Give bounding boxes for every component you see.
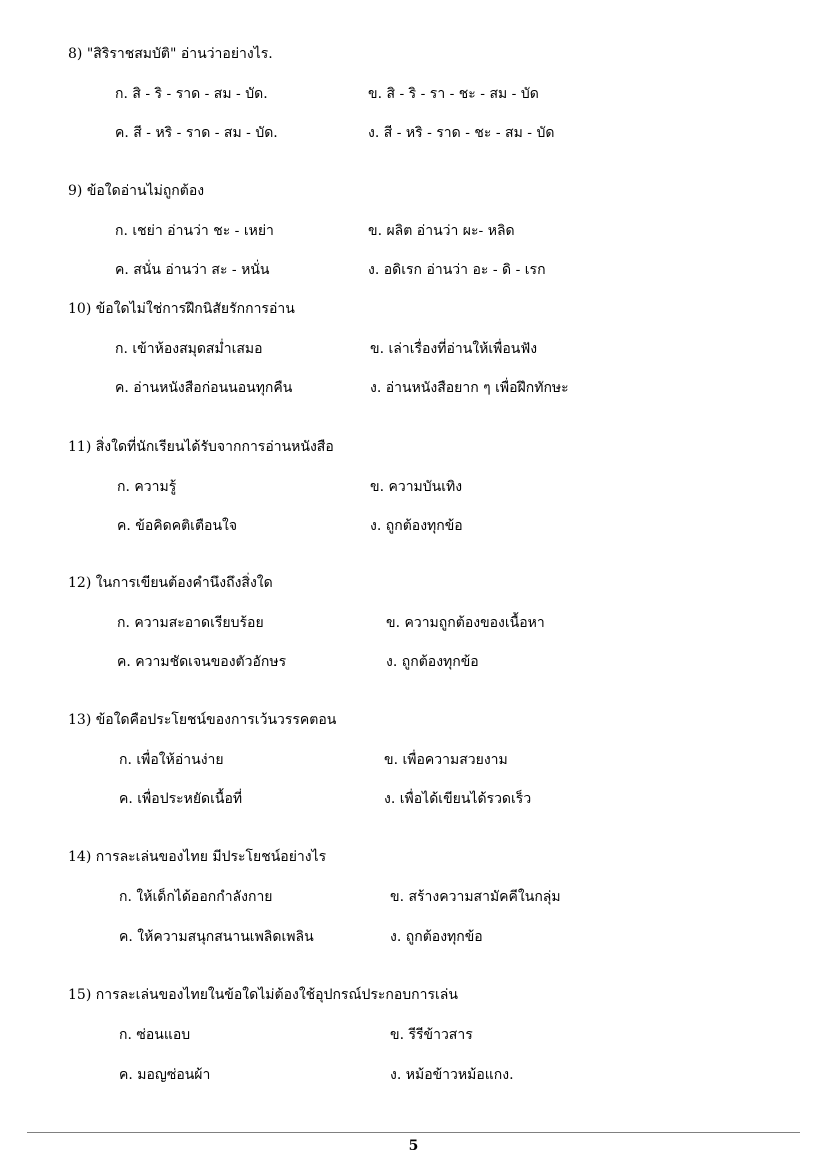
option-d: ง. ถูกต้องทุกข้อ xyxy=(386,654,479,670)
option-b: ข. สร้างความสามัคคีในกลุ่ม xyxy=(390,889,561,905)
option-b: ข. ความถูกต้องของเนื้อหา xyxy=(386,615,545,631)
option-c: ค. อ่านหนังสือก่อนนอนทุกคืน xyxy=(115,380,293,396)
option-a: ก. ความสะอาดเรียบร้อย xyxy=(117,615,264,631)
option-d: ง. เพื่อได้เขียนได้รวดเร็ว xyxy=(384,791,532,807)
option-b: ข. ผลิต อ่านว่า ผะ- หลิด xyxy=(368,223,515,239)
option-d: ง. ถูกต้องทุกข้อ xyxy=(370,518,463,534)
option-c: ค. ข้อคิดคติเตือนใจ xyxy=(117,518,238,534)
question-stem: 11) สิ่งใดที่นักเรียนได้รับจากการอ่านหนังสือ xyxy=(68,439,334,455)
option-c: ค. สี - หริ - ราด - สม - บัด. xyxy=(115,125,278,141)
question-13 xyxy=(68,711,788,807)
option-c: ค. มอญซ่อนผ้า xyxy=(119,1067,211,1083)
option-b: ข. เล่าเรื่องที่อ่านให้เพื่อนฟัง xyxy=(370,341,538,357)
option-d: ง. หม้อข้าวหม้อแกง. xyxy=(390,1067,514,1083)
option-a: ก. ความรู้ xyxy=(117,479,177,495)
question-15 xyxy=(68,986,788,1083)
option-d: ง. อดิเรก อ่านว่า อะ - ดิ - เรก xyxy=(368,262,546,278)
option-c: ค. ความชัดเจนของตัวอักษร xyxy=(117,654,287,670)
question-11 xyxy=(68,438,788,534)
question-12 xyxy=(68,574,788,670)
question-stem: 14) การละเล่นของไทย มีประโยชน์อย่างไร xyxy=(68,849,327,865)
option-d: ง. สี - หริ - ราด - ชะ - สม - บัด xyxy=(368,125,555,141)
question-stem: 10) ข้อใดไม่ใช่การฝึกนิสัยรักการอ่าน xyxy=(68,301,295,317)
option-a: ก. ให้เด็กได้ออกกำลังกาย xyxy=(119,889,273,905)
option-a: ก. สิ - ริ - ราด - สม - บัด. xyxy=(115,86,268,102)
option-c: ค. เพื่อประหยัดเนื้อที่ xyxy=(119,791,243,807)
question-stem: 15) การละเล่นของไทยในข้อใดไม่ต้องใช้อุปกรณ์ประกอบการเล่น xyxy=(68,987,458,1003)
option-c: ค. สนั่น อ่านว่า สะ - หนั่น xyxy=(115,262,270,278)
question-9 xyxy=(68,182,788,278)
option-b: ข. ความบันเทิง xyxy=(370,479,463,495)
option-a: ก. เข้าห้องสมุดสม่ำเสมอ xyxy=(115,341,263,357)
question-8 xyxy=(68,45,788,141)
page-number: 5 xyxy=(408,1138,419,1154)
question-stem: 8) "สิริราชสมบัติ" อ่านว่าอย่างไร. xyxy=(68,46,273,62)
option-a: ก. เชย่า อ่านว่า ชะ - เหย่า xyxy=(115,223,274,239)
question-10 xyxy=(68,300,788,396)
option-b: ข. เพื่อความสวยงาม xyxy=(384,752,508,768)
option-d: ง. อ่านหนังสือยาก ๆ เพื่อฝึกทักษะ xyxy=(370,380,569,396)
option-a: ก. ซ่อนแอบ xyxy=(119,1027,191,1043)
option-b: ข. รีรีข้าวสาร xyxy=(390,1027,473,1043)
footer-divider xyxy=(27,1132,800,1133)
option-b: ข. สิ - ริ - รา - ชะ - สม - บัด xyxy=(368,86,539,102)
question-14 xyxy=(68,848,788,945)
option-c: ค. ให้ความสนุกสนานเพลิดเพลิน xyxy=(119,929,314,945)
question-stem: 13) ข้อใดคือประโยชน์ของการเว้นวรรคตอน xyxy=(68,712,337,728)
question-stem: 9) ข้อใดอ่านไม่ถูกต้อง xyxy=(68,183,205,199)
option-d: ง. ถูกต้องทุกข้อ xyxy=(390,929,483,945)
option-a: ก. เพื่อให้อ่านง่าย xyxy=(119,752,224,768)
question-stem: 12) ในการเขียนต้องคำนึงถึงสิ่งใด xyxy=(68,575,273,591)
